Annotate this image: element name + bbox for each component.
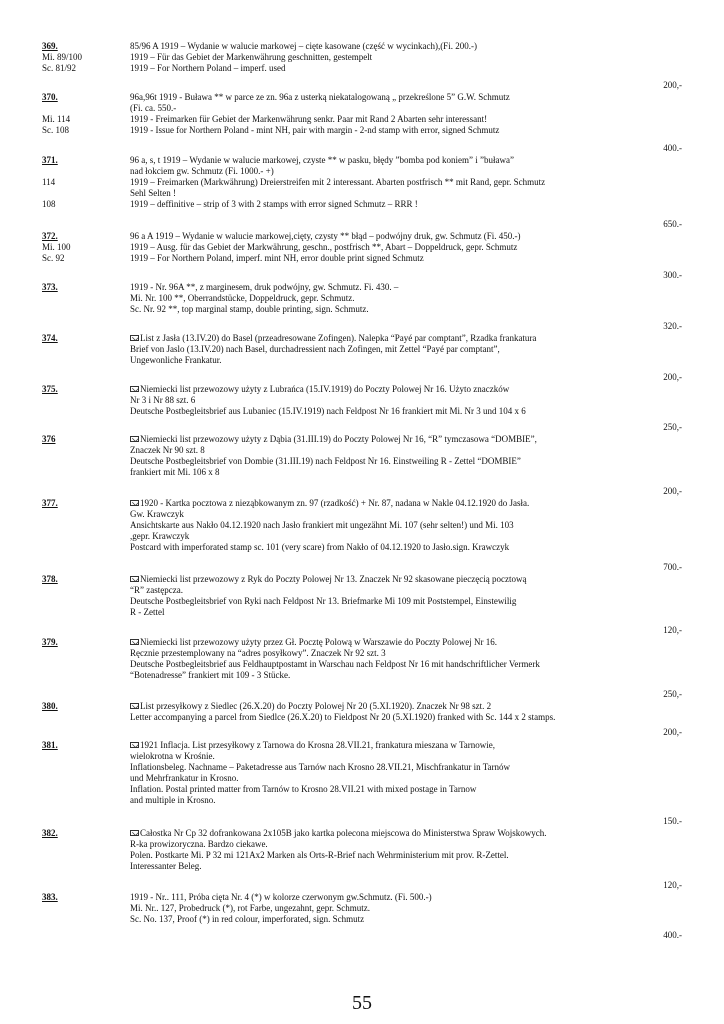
- lot-row: [42, 607, 682, 618]
- lot-row: [42, 773, 682, 784]
- envelope-icon: [130, 703, 139, 709]
- lot-row: [42, 648, 682, 659]
- lot-number: 375.: [42, 384, 58, 394]
- lot-description: 1919 – For Northern Poland – imperf. used: [130, 63, 286, 73]
- lot-row: [42, 467, 682, 478]
- catalogue-ref: [42, 355, 130, 366]
- lot-row: [42, 177, 682, 188]
- catalogue-ref: [42, 861, 130, 872]
- lot-row: [42, 125, 682, 136]
- lot-row: [42, 712, 682, 723]
- lot-row: [42, 333, 682, 344]
- lot-description: 96 a, s, t 1919 – Wydanie w walucie markowej, czyste ** w pasku, błędy ”bomba pod koniem” i ”buława”: [130, 155, 514, 165]
- lot-row: [42, 509, 682, 520]
- lot-entry: [42, 282, 682, 315]
- catalogue-ref: Sc. 92: [42, 253, 65, 263]
- lot-entry: [42, 92, 682, 136]
- lot-description: wielokrotna w Krośnie.: [130, 751, 215, 761]
- catalogue-ref: [42, 456, 130, 467]
- lot-price: 120,-: [663, 625, 682, 635]
- lot-row: [42, 839, 682, 850]
- envelope-icon: [130, 576, 139, 582]
- lot-description: ,gepr. Krawczyk: [130, 531, 190, 541]
- lot-description: 85/96 A 1919 – Wydanie w walucie markowej – cięte kasowane (część w wycinkach),(Fi. 200.-): [130, 41, 477, 51]
- lot-description: “Botenadresse” frankiert mit 109 - 3 Stücke.: [130, 670, 291, 680]
- catalogue-ref: [42, 304, 130, 315]
- lot-row: [42, 92, 682, 103]
- lot-row: [42, 384, 682, 395]
- lot-description: 1919 – For Northern Poland, imperf. mint NH, error double print signed Schmutz: [130, 253, 424, 263]
- catalogue-ref: Mi. 89/100: [42, 52, 83, 62]
- lot-row: [42, 498, 682, 509]
- catalogue-ref: [42, 850, 130, 861]
- lot-number: 369.: [42, 41, 58, 51]
- lot-description: Całostka Nr Cp 32 dofrankowana 2x105B jako kartka polecona miejscowa do Ministerstwa Spraw Wojskowych.: [130, 828, 682, 839]
- lot-description: Deutsche Postbegleitsbrief von Ryki nach Feldpost Nr 13. Briefmarke Mi 109 mit Poststempel, Einstewilig: [130, 596, 517, 606]
- lot-description: Ansichtskarte aus Nakło 04.12.1920 nach Jasło frankiert mit ungezähnt Mi. 107 (sehr selten!) und Mi. 103: [130, 520, 514, 530]
- envelope-icon: [130, 500, 139, 506]
- catalogue-ref: [42, 648, 130, 659]
- envelope-icon: [130, 742, 139, 748]
- lot-description: Sc. Nr. 92 **, top marginal stamp, double printing, sign. Schmutz.: [130, 304, 369, 314]
- lot-entry: [42, 701, 682, 723]
- catalogue-ref: Mi. 114: [42, 114, 71, 124]
- lot-price: 650.-: [663, 219, 682, 229]
- lot-row: [42, 406, 682, 417]
- catalogue-ref: [42, 585, 130, 596]
- lot-description: Inflationsbeleg. Nachname – Paketadresse aus Tarnów nach Krosno 28.VII.21, Mischfrankatur in Tarnów: [130, 762, 511, 772]
- lot-description: 1920 - Kartka pocztowa z nieząbkowanym zn. 97 (rzadkość) + Nr. 87, nadana w Nakle 04.12.1920 do Jasła.: [130, 498, 682, 509]
- catalogue-ref: [42, 509, 130, 520]
- lot-description: Niemiecki list przewozowy użyty z Dąbia (31.III.19) do Poczty Polowej Nr 16, “R” tymczasowa “DOMBIE”,: [130, 434, 682, 445]
- lot-entry: [42, 740, 682, 806]
- envelope-icon: [130, 386, 139, 392]
- lot-description: Deutsche Postbegleitsbrief von Dombie (31.III.19) nach Feldpost Nr 16. Einstweiling R - Zettel “DOMBIE”: [130, 456, 521, 466]
- lot-number: 373.: [42, 282, 58, 292]
- lot-description: Sehl Selten !: [130, 188, 176, 198]
- catalogue-ref: [42, 542, 130, 553]
- lot-description: 96a,96t 1919 - Buława ** w parce ze zn. 96a z usterką niekatalogowaną „ przekreślone 5” G.W. Schmutz: [130, 92, 510, 102]
- catalogue-ref: [42, 795, 130, 806]
- lot-entry: [42, 434, 682, 478]
- lot-description: Inflation. Postal printed matter from Tarnów to Krosno 28.VII.21 with mixed postage in Tarnow: [130, 784, 477, 794]
- lot-row: [42, 828, 682, 839]
- lot-row: [42, 456, 682, 467]
- catalogue-ref: [42, 903, 130, 914]
- lot-number: 382.: [42, 828, 58, 838]
- lot-description: Nr 3 i Nr 88 szt. 6: [130, 395, 196, 405]
- catalogue-ref: [42, 596, 130, 607]
- lot-row: [42, 670, 682, 681]
- lot-price: 150.-: [663, 816, 682, 826]
- lot-row: [42, 52, 682, 63]
- catalogue-ref: [42, 520, 130, 531]
- lot-row: [42, 293, 682, 304]
- lot-description: Polen. Postkarte Mi. P 32 mi 121Ax2 Marken als Orts-R-Brief nach Wehrministerium mit prov. R-Zettel.: [130, 850, 509, 860]
- lot-description: Ręcznie przestemplowany na “adres posyłkowy”. Znaczek Nr 92 szt. 3: [130, 648, 386, 658]
- lot-row: [42, 41, 682, 52]
- catalogue-ref: [42, 784, 130, 795]
- lot-description: und Mehrfrankatur in Krosno.: [130, 773, 239, 783]
- lot-description: 1919 – Freimarken (Markwährung) Dreierstreifen mit 2 interessant. Abarten postfrisch ** mit Rand, gepr. Schmutz: [130, 177, 546, 187]
- catalogue-ref: [42, 751, 130, 762]
- lot-row: [42, 103, 682, 114]
- lot-row: [42, 63, 682, 74]
- catalogue-ref: [42, 712, 130, 723]
- catalogue-ref: 114: [42, 177, 56, 187]
- lot-description: (Fi. ca. 550.-: [130, 103, 177, 113]
- lot-row: [42, 914, 682, 925]
- lot-description: 1919 – deffinitive – strip of 3 with 2 stamps with error signed Schmutz – RRR !: [130, 199, 418, 209]
- lot-row: [42, 114, 682, 125]
- envelope-icon: [130, 830, 139, 836]
- lot-description: Ungewonliche Frankatur.: [130, 355, 222, 365]
- lot-price: 320.-: [663, 321, 682, 331]
- lot-row: [42, 520, 682, 531]
- lot-description: Letter accompanying a parcel from Siedlce (26.X.20) to Fieldpost Nr 20 (5.XI.1920) franked with Sc. 144 x 2 stamps.: [130, 712, 556, 722]
- lot-description: List przesyłkowy z Siedlec (26.X.20) do Poczty Polowej Nr 20 (5.XI.1920). Znaczek Nr 98 szt. 2: [130, 701, 682, 712]
- lot-entry: [42, 231, 682, 264]
- catalogue-ref: Sc. 108: [42, 125, 69, 135]
- lot-row: [42, 542, 682, 553]
- envelope-icon: [130, 639, 139, 645]
- lot-description: R-ka prowizoryczna. Bardzo ciekawe.: [130, 839, 268, 849]
- lot-row: [42, 850, 682, 861]
- catalogue-ref: [42, 607, 130, 618]
- catalogue-ref: Mi. 100: [42, 242, 71, 252]
- lot-row: [42, 795, 682, 806]
- lot-description: frankiert mit Mi. 106 x 8: [130, 467, 220, 477]
- catalogue-ref: [42, 839, 130, 850]
- lot-description: Deutsche Postbegleitsbrief aus Feldhauptpostamt in Warschau nach Feldpost Nr 16 mit handschriftlicher Vermerk: [130, 659, 540, 669]
- catalogue-ref: [42, 293, 130, 304]
- lot-description: “R” zastępcza.: [130, 585, 183, 595]
- lot-entry: [42, 892, 682, 925]
- lot-row: [42, 445, 682, 456]
- catalogue-ref: [42, 467, 130, 478]
- lot-description: Mi. Nr.. 127, Probedruck (*), rot Farbe, ungezahnt, gepr. Schmutz.: [130, 903, 370, 913]
- envelope-icon: [130, 335, 139, 341]
- lot-description: 1919 – Für das Gebiet der Markenwährung geschnitten, gestempelt: [130, 52, 373, 62]
- lot-number: 380.: [42, 701, 58, 711]
- lot-price: 300.-: [663, 270, 682, 280]
- lot-number: 378.: [42, 574, 58, 584]
- page-number: 55: [352, 992, 372, 1014]
- catalogue-ref: [42, 344, 130, 355]
- lot-description: Niemiecki list przewozowy użyty z Lubrańca (15.IV.1919) do Poczty Polowej Nr 16. Użyto znaczków: [130, 384, 682, 395]
- lot-entry: [42, 41, 682, 74]
- lot-price: 700.-: [663, 562, 682, 572]
- lot-row: [42, 751, 682, 762]
- catalogue-ref: 108: [42, 199, 56, 209]
- lot-entry: [42, 828, 682, 872]
- lot-row: [42, 242, 682, 253]
- lot-number: 371.: [42, 155, 58, 165]
- catalogue-ref: [42, 659, 130, 670]
- lot-description: Niemiecki list przewozowy z Ryk do Poczty Polowej Nr 13. Znaczek Nr 92 skasowane pieczęcią pocztową: [130, 574, 682, 585]
- lot-row: [42, 784, 682, 795]
- lot-row: [42, 344, 682, 355]
- lot-number: 376: [42, 434, 56, 444]
- lot-row: [42, 166, 682, 177]
- lot-description: List z Jasła (13.IV.20) do Basel (przeadresowane Zofingen). Nalepka “Payé par comptant”, Rzadka frankatura: [130, 333, 682, 344]
- lot-description: 1919 - Nr. 96A **, z marginesem, druk podwójny, gw. Schmutz. Fi. 430. –: [130, 282, 399, 292]
- catalogue-ref: [42, 773, 130, 784]
- lot-number: 383.: [42, 892, 58, 902]
- lot-row: [42, 231, 682, 242]
- lot-number: 377.: [42, 498, 58, 508]
- lot-row: [42, 892, 682, 903]
- lot-row: [42, 762, 682, 773]
- lot-row: [42, 155, 682, 166]
- lot-row: [42, 253, 682, 264]
- lot-row: [42, 282, 682, 293]
- lot-description: 1919 - Issue for Northern Poland - mint NH, pair with margin - 2-nd stamp with error, signed Schmutz: [130, 125, 500, 135]
- lot-description: Znaczek Nr 90 szt. 8: [130, 445, 205, 455]
- lot-price: 120,-: [663, 880, 682, 890]
- lot-description: and multiple in Krosno.: [130, 795, 216, 805]
- lot-row: [42, 434, 682, 445]
- lot-row: [42, 188, 682, 199]
- lot-row: [42, 637, 682, 648]
- catalogue-ref: [42, 445, 130, 456]
- lot-entry: [42, 155, 682, 210]
- lot-price: 400.-: [663, 143, 682, 153]
- lot-row: [42, 903, 682, 914]
- lot-description: Interessanter Beleg.: [130, 861, 202, 871]
- lot-description: Niemiecki list przewozowy użyty przez Gł. Pocztę Polową w Warszawie do Poczty Polowej Nr 16.: [130, 637, 682, 648]
- lot-row: [42, 395, 682, 406]
- lot-entry: [42, 384, 682, 417]
- lot-row: [42, 659, 682, 670]
- catalogue-ref: [42, 395, 130, 406]
- catalogue-ref: [42, 166, 130, 177]
- lot-price: 250,-: [663, 689, 682, 699]
- lot-description: Sc. No. 137, Proof (*) in red colour, imperforated, sign. Schmutz: [130, 914, 365, 924]
- lot-description: 96 a A 1919 – Wydanie w walucie markowej,cięty, czysty ** błąd – podwójny druk, gw. Schmutz (Fi. 450.-): [130, 231, 521, 241]
- lot-row: [42, 701, 682, 712]
- lot-number: 374.: [42, 333, 58, 343]
- catalogue-ref: Sc. 81/92: [42, 63, 77, 73]
- lot-entry: [42, 574, 682, 618]
- lot-row: [42, 531, 682, 542]
- lot-entry: [42, 498, 682, 553]
- lot-description: 1921 Inflacja. List przesyłkowy z Tarnowa do Krosna 28.VII.21, frankatura mieszana w Tarnowie,: [130, 740, 682, 751]
- envelope-icon: [130, 436, 139, 442]
- lot-entry: [42, 333, 682, 366]
- lot-price: 200,-: [663, 372, 682, 382]
- catalogue-ref: [42, 406, 130, 417]
- lot-row: [42, 199, 682, 210]
- lot-row: [42, 355, 682, 366]
- lot-description: 1919 - Nr.. 111, Próba cięta Nr. 4 (*) w kolorze czerwonym gw.Schmutz. (Fi. 500.-): [130, 892, 432, 902]
- lot-row: [42, 596, 682, 607]
- lot-row: [42, 574, 682, 585]
- lot-price: 200,-: [663, 486, 682, 496]
- lot-description: R - Zettel: [130, 607, 165, 617]
- lot-price: 200,-: [663, 80, 682, 90]
- lot-price: 400.-: [663, 930, 682, 940]
- lot-row: [42, 585, 682, 596]
- lot-row: [42, 861, 682, 872]
- lot-row: [42, 304, 682, 315]
- lot-description: 1919 - Freimarken für Gebiet der Markenwährung senkr. Paar mit Rand 2 Abarten sehr interessant!: [130, 114, 488, 124]
- lot-description: Brief von Jaslo (13.IV.20) nach Basel, durchadressient nach Zofingen, mit Zettel “Payé par comptant”,: [130, 344, 500, 354]
- lot-description: Postcard with imperforated stamp sc. 101 (very scare) from Nakło of 04.12.1920 to Jasło.sign. Krawczyk: [130, 542, 510, 552]
- lot-price: 250,-: [663, 422, 682, 432]
- catalogue-ref: [42, 762, 130, 773]
- lot-number: 379.: [42, 637, 58, 647]
- catalogue-ref: [42, 914, 130, 925]
- lot-description: Deutsche Postbegleitsbrief aus Lubaniec (15.IV.1919) nach Feldpost Nr 16 frankiert mit Mi. Nr 3 und 104 x 6: [130, 406, 526, 416]
- lot-description: Gw. Krawczyk: [130, 509, 184, 519]
- lot-entry: [42, 637, 682, 681]
- lot-number: 372.: [42, 231, 58, 241]
- catalogue-ref: [42, 531, 130, 542]
- catalogue-ref: [42, 103, 130, 114]
- lot-description: 1919 – Ausg. für das Gebiet der Markwährung, geschn., postfrisch **, Abart – Doppeldruck, gepr. Schmutz: [130, 242, 518, 252]
- catalogue-ref: [42, 188, 130, 199]
- lot-number: 370.: [42, 92, 58, 102]
- lot-row: [42, 740, 682, 751]
- lot-number: 381.: [42, 740, 58, 750]
- lot-description: nad łokciem gw. Schmutz (Fi. 1000.- +): [130, 166, 274, 176]
- lot-price: 200,-: [663, 727, 682, 737]
- lot-description: Mi. Nr. 100 **, Oberrandstücke, Doppeldruck, gepr. Schmutz.: [130, 293, 355, 303]
- catalogue-ref: [42, 670, 130, 681]
